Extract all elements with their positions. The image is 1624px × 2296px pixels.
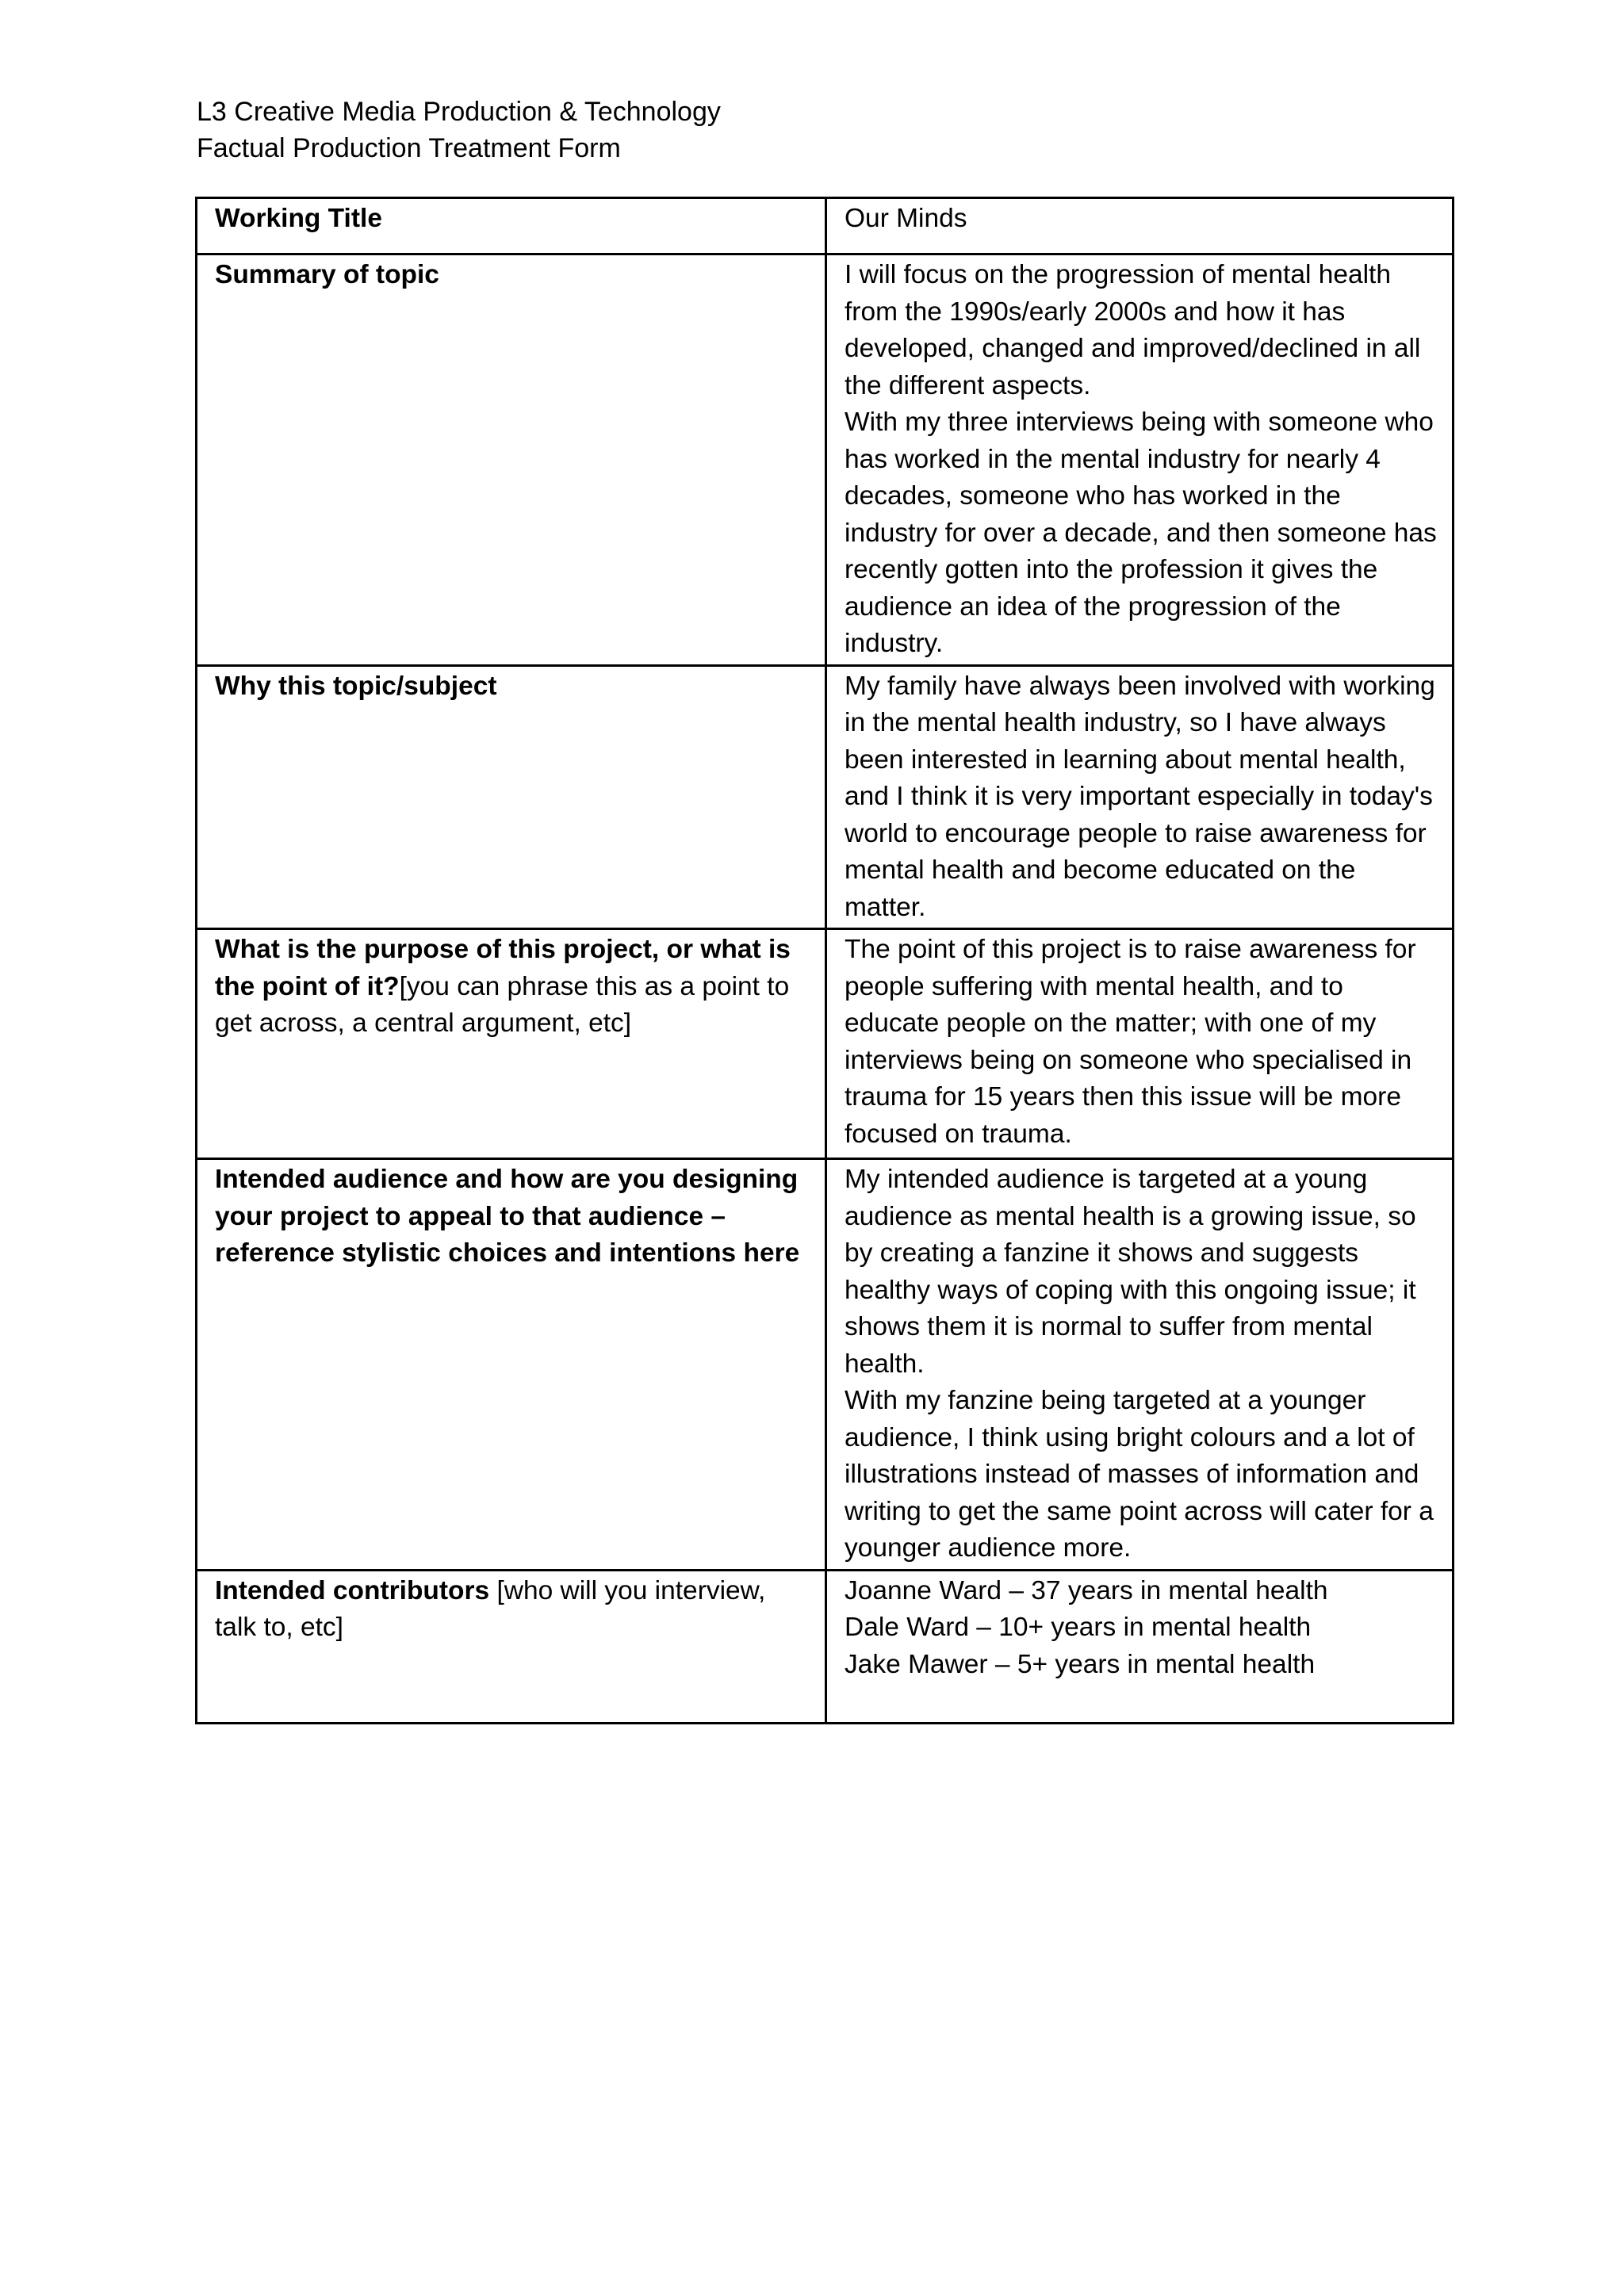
summary-paragraph: I will focus on the progression of mental health from the 1990s/early 2000s and how it has developed, changed and improved/declined in all the different aspects. (845, 260, 1421, 400)
purpose-label-question: What is the purpose of this project, or what is the point of it? (215, 935, 791, 1001)
audience-value (826, 1159, 1454, 1571)
course-title: L3 Creative Media Production & Technology (197, 97, 721, 127)
summary-label: Summary of topic (197, 254, 826, 666)
working-title-label: Working Title (197, 198, 826, 254)
table-row-purpose (197, 929, 1454, 1159)
contributor-item: Dale Ward – 10+ years in mental health (845, 1613, 1312, 1642)
treatment-table (195, 197, 1454, 1724)
audience-label: Intended audience and how are you designing your project to appeal to that audience – reference stylistic choices and intentions here (197, 1159, 826, 1571)
working-title-value: Our Minds (826, 198, 1454, 254)
summary-paragraph: With my three interviews being with someone who has worked in the mental industry for nearly 4 decades, someone who has worked in the industry for over a decade, and then someone has recently gotten into the profession it gives the audience an idea of the progression of the industry. (845, 408, 1437, 658)
audience-paragraph: My intended audience is targeted at a young audience as mental health is a growing issue, so by creating a fanzine it shows and suggests healthy ways of coping with this ongoing issue; it shows them it is normal to suffer from mental health. (845, 1165, 1416, 1379)
purpose-label (197, 929, 826, 1159)
summary-value (826, 254, 1454, 666)
purpose-value: The point of this project is to raise awareness for people suffering with mental health, and to educate people on the matter; with one of my interviews being on someone who specialised in trauma for 15 years then this issue will be more focused on trauma. (826, 929, 1454, 1159)
why-value: My family have always been involved with working in the mental health industry, so I have always been interested in learning about mental health, and I think it is very important especially in today's world to encourage people to raise awareness for mental health and become educated on the matter. (826, 665, 1454, 929)
contributor-item: Jake Mawer – 5+ years in mental health (845, 1649, 1316, 1679)
table-row-working-title (197, 198, 1454, 254)
contributors-label-title: Intended contributors (215, 1575, 490, 1605)
purpose-label-hint: [you can phrase this as a point to get across, a central argument, etc] (215, 971, 790, 1038)
contributor-item: Joanne Ward – 37 years in mental health (845, 1575, 1328, 1605)
audience-paragraph: With my fanzine being targeted at a younger audience, I think using bright colours and a lot of illustrations instead of masses of information and writing to get the same point across will cater for a younger audience more. (845, 1386, 1434, 1563)
table-row-why (197, 665, 1454, 929)
table-row-audience (197, 1159, 1454, 1571)
table-row-summary (197, 254, 1454, 666)
contributors-value (826, 1570, 1454, 1723)
contributors-label (197, 1570, 826, 1723)
table-row-contributors (197, 1570, 1454, 1723)
contributors-label-hint: [who will you interview, talk to, etc] (215, 1575, 766, 1642)
why-label: Why this topic/subject (197, 665, 826, 929)
form-title: Factual Production Treatment Form (197, 133, 621, 163)
document-header (197, 94, 721, 166)
